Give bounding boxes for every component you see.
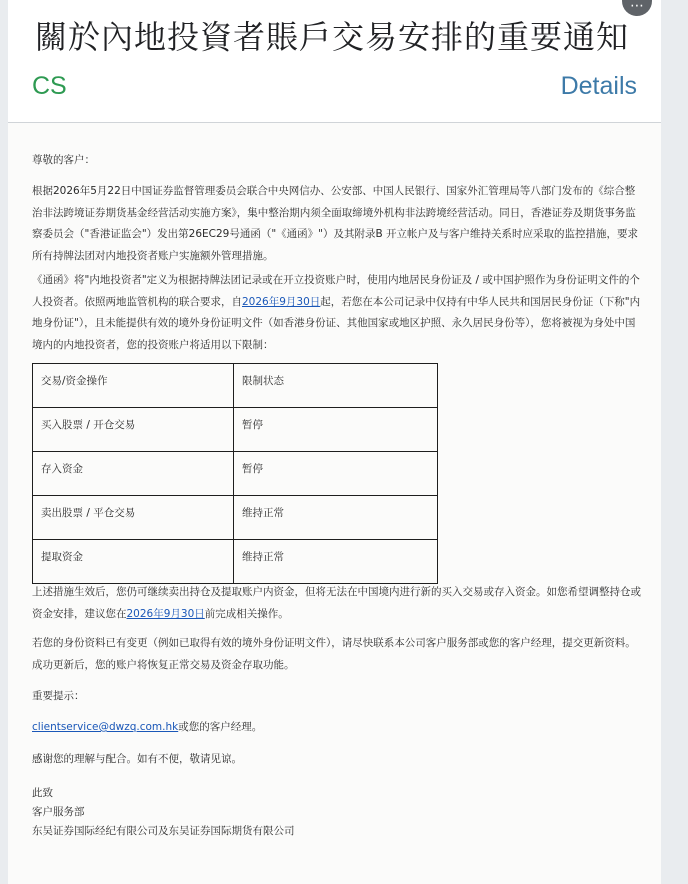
paragraph-2 [32,270,644,356]
table-cell: 暂停 [234,452,438,496]
table-header-cell: 交易/资金操作 [33,364,234,408]
table-header-cell: 限制状态 [234,364,438,408]
thanks-line: 感谢您的理解与配合。如有不便，敬请见谅。 [32,753,242,765]
letter-image [8,123,661,884]
table-cell: 维持正常 [234,540,438,584]
paragraph-3 [32,582,644,625]
paragraph-2-text-cont: 起，若您在本公司记录中仅持有中华人民共和国居民身份证（下称"内地身份证"），且未能提供有效的境外身份证明文件（如香港身份证、其他国家或地区护照、永久居民身份等），您将被视为身处中国境内的内地投资者，您的投资账户将适用以下限制： [32,295,641,351]
paragraph-4: 若您的身份资料已有变更（例如已取得有效的境外身份证明文件），请尽快联系本公司客户服务部或您的客户经理，提交更新资料。成功更新后，您的账户将恢复正常交易及资金存取功能。 [32,637,636,671]
greeting: 尊敬的客户： [32,154,95,166]
deadline-link[interactable]: 2026年9月30日 [126,607,205,620]
contact-suffix: 或您的客户经理。 [178,721,263,733]
paragraph-1: 根据2026年5月22日中国证券监督管理委员会联合中央网信办、公安部、中国人民银行、国家外汇管理局等八部门发布的《综合整治非法跨境证券期货基金经营活动实施方案》，集中整治期内须全面取缔境外机构非法跨境经营活动。同日，香港证券及期货事务监察委员会（"香港证监会"）发出第26EC29号通函（"《通函》"）及其附录B 开立帐户及与客户维持关系时应采取的监控措施，要求所有持牌法团对内地投资者账户实施额外管理措施。 [32,185,639,262]
email-header [8,0,661,122]
sender-name[interactable]: CS [32,72,67,100]
table-row [33,408,438,452]
important-heading: 重要提示： [32,690,85,702]
department-line: 客户服务部 [32,806,85,818]
table-cell: 暂停 [234,408,438,452]
deadline-link[interactable]: 2026年9月30日 [242,295,321,308]
table-cell: 维持正常 [234,496,438,540]
table-cell: 提取资金 [33,540,234,584]
table-cell: 卖出股票 / 平仓交易 [33,496,234,540]
table-row [33,540,438,584]
paragraph-2-text: 《通函》将"内地投资者"定义为根据持牌法团记录或在开立投资账户时，使用内地居民身份证及 / 或中国护照作为身份证明文件的个人投资者。依照两地监管机构的联合要求，自 [32,274,640,308]
table-cell: 存入资金 [33,452,234,496]
table-header-row [33,364,438,408]
company-line: 东吴证券国际经纪有限公司及东吴证券国际期货有限公司 [32,825,295,837]
table-cell: 买入股票 / 开仓交易 [33,408,234,452]
more-icon[interactable]: ⋯ [622,0,652,16]
contact-line [32,717,644,739]
email-subject: 關於內地投資者賬戶交易安排的重要通知 [35,18,630,56]
paragraph-3-text: 上述措施生效后，您仍可继续卖出持仓及提取账户内资金，但将无法在中国境内进行新的买入交易或存入资金。如您希望调整持仓或资金安排，建议您在 [32,586,641,620]
restriction-table [32,363,438,584]
table-row [33,496,438,540]
closing-line: 此致 [32,787,53,799]
paragraph-3-text-cont: 前完成相关操作。 [204,607,289,620]
table-row [33,452,438,496]
details-button[interactable]: Details [560,72,637,100]
email-link[interactable]: clientservice@dwzq.com.hk [32,721,179,733]
